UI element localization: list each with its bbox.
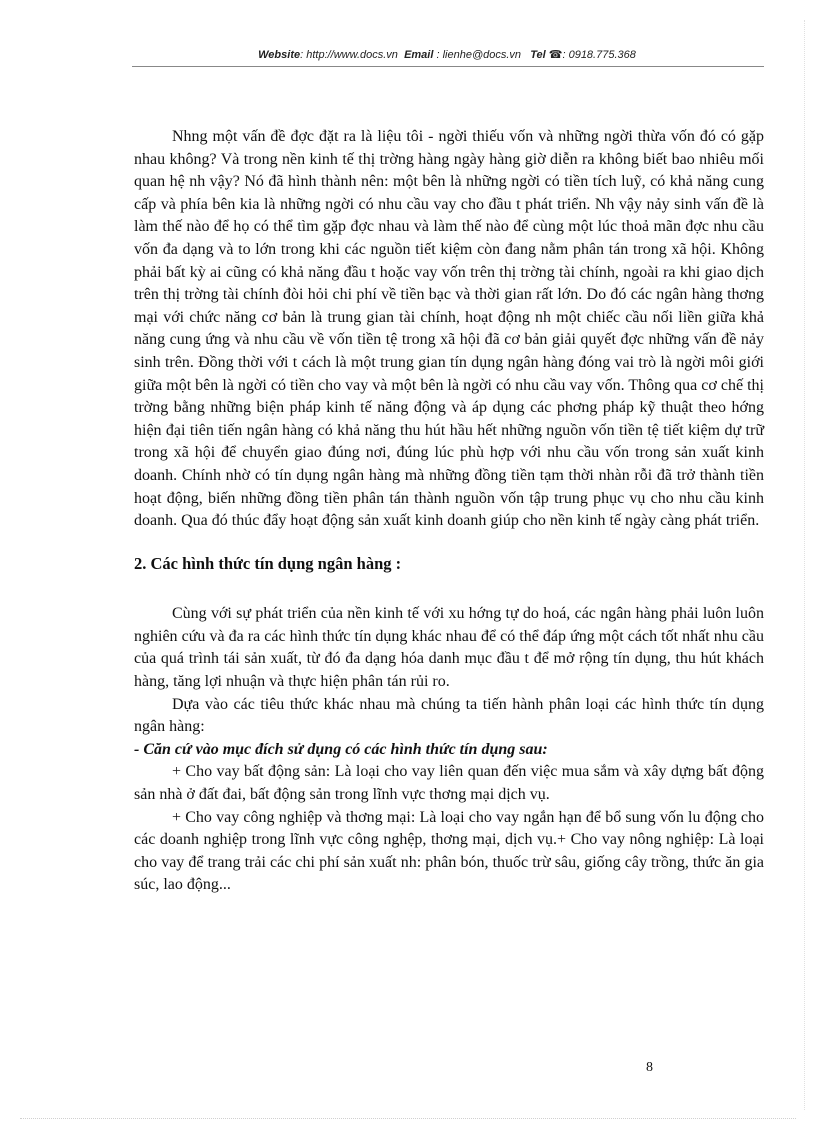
email-label: Email bbox=[404, 49, 434, 61]
document-body bbox=[134, 126, 764, 897]
tel-label: Tel bbox=[530, 49, 546, 61]
page-side-border bbox=[804, 20, 805, 1110]
page-header bbox=[132, 48, 762, 61]
phone-icon: ☎ bbox=[548, 49, 563, 61]
list-item: + Cho vay bất động sản: Là loại cho vay liên quan đến việc mua sắm và xây dựng bất động sản nhà ở đất đai, bất động sản trong lĩnh vực thơng mại dịch vụ. bbox=[134, 763, 764, 804]
page-bottom-border bbox=[20, 1118, 796, 1119]
paragraph-1: Nhng một vấn đề đợc đặt ra là liệu tôi - ngời thiếu vốn và những ngời thừa vốn đó có gặp nhau không? Và trong nền kinh tế thị trờng hàng ngày hàng giờ diễn ra không biết bao nhiêu mối quan hệ nh vậy? Nó đã hình thành nên: một bên là những ngời có tiền tích luỹ, có khả năng cung cấp và phía bên kia là những ngời có nhu cầu vay cho đầu t phát triển. Nh vậy nảy sinh vấn đề là làm thế nào để họ có thể tìm gặp đợc nhau và làm thế nào để cùng một lúc thoả mãn đợc nhu cầu vốn đa dạng và to lớn trong khi các nguồn tiết kiệm còn đang nằm phân tán trong xã hội. Không phải bất kỳ ai cũng có khả năng đầu t hoặc vay vốn trên thị trờng tài chính, ngoài ra khi giao dịch trên thị trờng tài chính đòi hỏi chi phí về tiền bạc và thời gian rất lớn. Do đó các ngân hàng thơng mại với chức năng cơ bản là trung gian tài chính, hoạt động nh một chiếc cầu nối liền giữa khả năng cung ứng và nhu cầu về vốn tiền tệ trong xã hội đã cơ bản giải quyết đợc những vấn đề nảy sinh trên. Đồng thời với t cách là một trung gian tín dụng ngân hàng đóng vai trò là ngời môi giới giữa một bên là ngời có tiền cho vay và một bên là ngời có nhu cầu vay vốn. Thông qua cơ chế thị trờng bằng những biện pháp kinh tế năng động và áp dụng các phơng pháp kỹ thuật theo hớng hiện đại tiên tiến ngân hàng có khả năng thu hút hầu hết những nguồn vốn tiền tệ tiết kiệm dự trữ trong xã hội để chuyển giao đúng nơi, đúng lúc phù hợp với nhu cầu vốn trong sản xuất kinh doanh. Chính nhờ có tín dụng ngân hàng mà những đồng tiền tạm thời nhàn rỗi đã trở thành tiền hoạt động, biến những đồng tiền phân tán thành nguồn vốn tập trung phục vụ cho nhu cầu kinh doanh. Qua đó thúc đẩy hoạt động sản xuất kinh doanh giúp cho nền kinh tế ngày càng phát triển. bbox=[134, 128, 764, 530]
paragraph-3: Dựa vào các tiêu thức khác nhau mà chúng ta tiến hành phân loại các hình thức tín dụng ngân hàng: bbox=[134, 695, 764, 736]
tel-value: : 0918.775.368 bbox=[562, 49, 636, 61]
header-divider bbox=[132, 66, 764, 67]
list-item: + Cho vay công nghiệp và thơng mại: Là loại cho vay ngắn hạn để bổ sung vốn lu động cho các doanh nghiệp trong lĩnh vực công nghệp, thơng mại, dịch vụ.+ Cho vay nông nghiệp: Là loại cho vay để trang trải các chi phí sản xuất nh: phân bón, thuốc trừ sâu, giống cây trồng, thức ăn gia súc, lao động... bbox=[134, 808, 764, 894]
section-heading: 2. Các hình thức tín dụng ngân hàng : bbox=[134, 553, 402, 573]
paragraph-2: Cùng với sự phát triển của nền kinh tế với xu hớng tự do hoá, các ngân hàng phải luôn luôn nghiên cứu và đa ra các hình thức tín dụng khác nhau để có thể đáp ứng một cách tốt nhất nhu cầu của quá trình tái sản xuất, từ đó đa dạng hóa danh mục đầu t để mở rộng tín dụng, thu hút khách hàng, tăng lợi nhuận và thực hiện phân tán rủi ro. bbox=[134, 605, 764, 691]
page-number: 8 bbox=[646, 1060, 653, 1075]
subheading: - Căn cứ vào mục đích sử dụng có các hình thức tín dụng sau: bbox=[134, 740, 548, 758]
email-value: : lienhe@docs.vn bbox=[436, 49, 522, 61]
website-value: : http://www.docs.vn bbox=[300, 49, 398, 61]
website-label: Website bbox=[258, 49, 301, 61]
